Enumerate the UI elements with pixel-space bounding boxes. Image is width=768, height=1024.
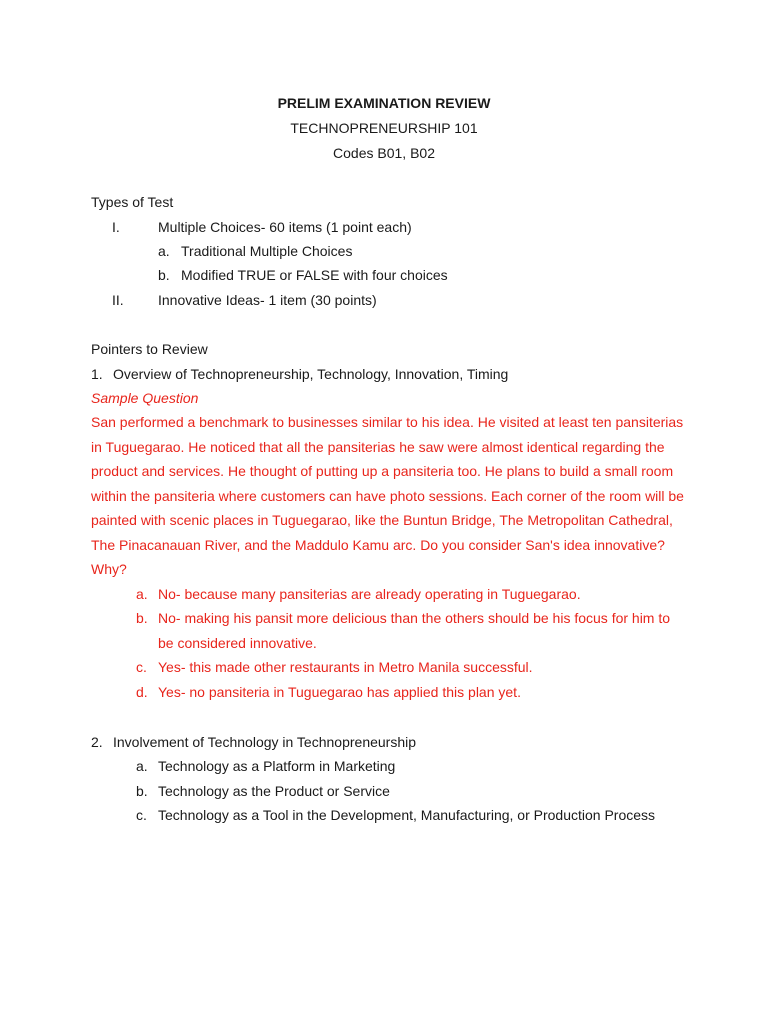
question-line: product and services. He thought of putting up a pansiteria too. He plans to build a small room (91, 463, 674, 479)
choice-text: be considered innovative. (158, 635, 317, 651)
list-item: Overview of Technopreneurship, Technology, Innovation, Timing (113, 366, 509, 382)
list-item: Modified TRUE or FALSE with four choices (181, 267, 448, 283)
list-marker: a. (136, 758, 148, 774)
question-line: San performed a benchmark to businesses similar to his idea. He visited at least ten pansiterias (91, 414, 684, 430)
pointers-heading: Pointers to Review (91, 341, 208, 357)
list-marker: b. (136, 783, 148, 799)
list-marker: b. (158, 267, 170, 283)
choice-text: No- making his pansit more delicious than the others should be his focus for him to (158, 610, 671, 626)
list-item: Involvement of Technology in Technopreneurship (113, 734, 417, 750)
course-codes: Codes B01, B02 (333, 145, 435, 161)
list-marker: I. (112, 219, 120, 235)
list-item: Technology as a Tool in the Development, Manufacturing, or Production Process (158, 807, 656, 823)
choice-marker: c. (136, 659, 147, 675)
list-item: Technology as a Platform in Marketing (158, 758, 396, 774)
choice-marker: a. (136, 586, 148, 602)
question-line: in Tuguegarao. He noticed that all the pansiterias he saw were almost identical regarding the (91, 439, 665, 455)
choice-marker: b. (136, 610, 148, 626)
list-marker: c. (136, 807, 147, 823)
list-item: Technology as the Product or Service (158, 783, 390, 799)
list-marker: 2. (91, 734, 103, 750)
list-item: Traditional Multiple Choices (181, 243, 353, 259)
list-marker: a. (158, 243, 170, 259)
choice-text: Yes- this made other restaurants in Metro Manila successful. (158, 659, 533, 675)
choice-text: Yes- no pansiteria in Tuguegarao has applied this plan yet. (158, 684, 521, 700)
question-line: The Pinacanauan River, and the Maddulo Kamu arc. Do you consider San's idea innovative? (91, 537, 665, 553)
sample-question-label: Sample Question (91, 390, 199, 406)
types-of-test-heading: Types of Test (91, 194, 174, 210)
question-line: Why? (91, 561, 127, 577)
choice-marker: d. (136, 684, 148, 700)
course-name: TECHNOPRENEURSHIP 101 (290, 120, 478, 136)
list-marker: II. (112, 292, 124, 308)
list-item: Innovative Ideas- 1 item (30 points) (158, 292, 377, 308)
document-title: PRELIM EXAMINATION REVIEW (277, 95, 491, 111)
choice-text: No- because many pansiterias are already operating in Tuguegarao. (158, 586, 581, 602)
question-line: within the pansiteria where customers can have photo sessions. Each corner of the room will be (91, 488, 684, 504)
list-item: Multiple Choices- 60 items (1 point each) (158, 219, 412, 235)
question-line: painted with scenic places in Tuguegarao, like the Buntun Bridge, The Metropolitan Cathedral, (91, 512, 673, 528)
list-marker: 1. (91, 366, 103, 382)
